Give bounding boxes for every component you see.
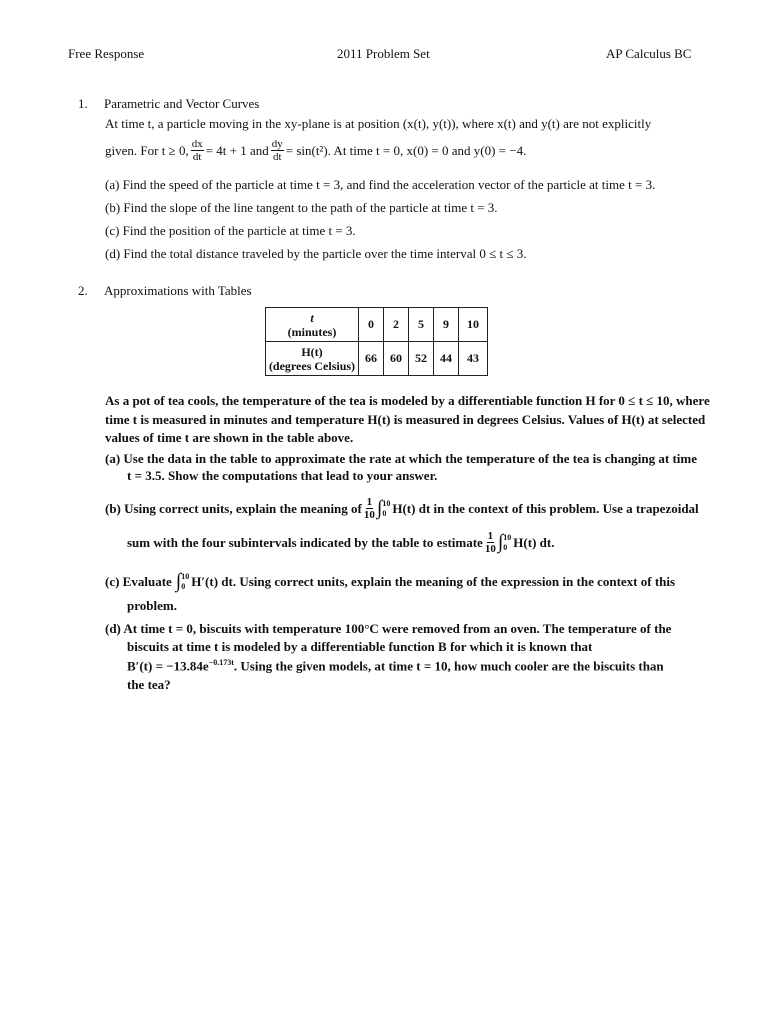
header-right: AP Calculus BC xyxy=(606,46,692,61)
p1-intro-2b: = 4t + 1 and xyxy=(205,142,269,158)
time-units: (minutes) xyxy=(287,324,337,339)
int-lower: 0 xyxy=(382,508,387,518)
p1-intro-line-2 xyxy=(105,138,526,163)
p2-intro-line-2: time t is measured in minutes and temperature H(t) is measured in degrees Celsius. Values of H(t) at selected xyxy=(105,412,706,427)
integral-limits-3 xyxy=(181,572,189,592)
frac-den: 10 xyxy=(363,509,375,521)
p2-d3-post: . Using the given models, at time t = 10, how much cooler are the biscuits than xyxy=(233,658,664,674)
table-cell: 10 xyxy=(459,308,488,342)
int-lower-2: 0 xyxy=(503,542,508,552)
p2-b2-post: H(t) dt. xyxy=(513,534,555,550)
p2-part-c-line-2: problem. xyxy=(127,598,177,613)
p2-b2-pre: sum with the four subintervals indicated by the table to estimate xyxy=(127,534,483,550)
int-upper-3: 10 xyxy=(181,571,190,581)
int-lower-3: 0 xyxy=(181,581,186,591)
p2-b1-pre: (b) Using correct units, explain the meaning of xyxy=(105,500,362,516)
int-upper: 10 xyxy=(382,498,391,508)
p2-c1-pre: (c) Evaluate xyxy=(105,573,172,589)
problem-1-number: 1. xyxy=(78,96,88,111)
table-row-temperature xyxy=(266,342,488,376)
table-cell: 60 xyxy=(384,342,409,376)
p2-b1-post: H(t) dt in the context of this problem. Use a trapezoidal xyxy=(392,500,699,516)
dy-num: dy xyxy=(271,138,283,150)
table-cell: 44 xyxy=(434,342,459,376)
p2-part-d-line-1: (d) At time t = 0, biscuits with temperature 100°C were removed from an oven. The temperature of the xyxy=(105,621,672,636)
frac-num-2: 1 xyxy=(487,530,494,542)
table-cell: 52 xyxy=(409,342,434,376)
p1-part-c: (c) Find the position of the particle at time t = 3. xyxy=(105,223,356,238)
integral-limits-2 xyxy=(503,533,511,553)
p1-intro-2a: given. For t ≥ 0, xyxy=(105,142,189,158)
p2-part-c-line-1 xyxy=(105,570,675,593)
table-row-time xyxy=(266,308,488,342)
dx-den: dt xyxy=(192,151,202,163)
dy-dt-fraction xyxy=(271,138,284,163)
table-cell: 66 xyxy=(359,342,384,376)
p1-part-a: (a) Find the speed of the particle at time t = 3, and find the acceleration vector of the particle at time t = 3. xyxy=(105,177,656,192)
table-cell: 2 xyxy=(384,308,409,342)
header-left: Free Response xyxy=(68,46,145,61)
problem-2-title: Approximations with Tables xyxy=(104,283,252,298)
p2-part-a-line-2: t = 3.5. Show the computations that lead to your answer. xyxy=(127,468,438,483)
p2-part-b-line-1 xyxy=(105,496,699,521)
p1-part-d: (d) Find the total distance traveled by the particle over the time interval 0 ≤ t ≤ 3. xyxy=(105,246,527,261)
frac-den-2: 10 xyxy=(484,543,496,555)
p2-intro-line-1: As a pot of tea cools, the temperature of the tea is modeled by a differentiable function H for 0 ≤ t ≤ 10, where xyxy=(105,393,710,408)
time-label: t xyxy=(310,310,314,325)
p2-part-a-line-1: (a) Use the data in the table to approximate the rate at which the temperature of the tea is changing at time xyxy=(105,451,698,466)
temperature-table xyxy=(265,307,488,376)
frac-num: 1 xyxy=(366,496,373,508)
dx-dt-fraction xyxy=(191,138,204,163)
p2-part-d-line-3 xyxy=(127,658,664,674)
p1-intro-2c: = sin(t²). At time t = 0, x(0) = 0 and y(0) = −4. xyxy=(285,142,527,158)
header-center: 2011 Problem Set xyxy=(337,46,430,61)
temperature-units: (degrees Celsius) xyxy=(268,358,356,373)
table-cell: 5 xyxy=(409,308,434,342)
one-tenth-fraction xyxy=(364,496,375,521)
p2-intro-line-3: values of time t are shown in the table above. xyxy=(105,430,354,445)
dx-num: dx xyxy=(191,138,203,150)
integral-limits xyxy=(382,499,390,519)
one-tenth-fraction-2 xyxy=(485,530,496,555)
temperature-label: H(t) xyxy=(301,344,323,359)
problem-1-title: Parametric and Vector Curves xyxy=(104,96,260,111)
time-row-header xyxy=(266,308,359,342)
p2-d3-pre: B′(t) = −13.84e xyxy=(127,658,209,674)
p2-part-d-line-4: the tea? xyxy=(127,677,171,692)
p1-intro-line-1: At time t, a particle moving in the xy-plane is at position (x(t), y(t)), where x(t) and y(t) are not explicitly xyxy=(105,116,652,131)
integral-sign-icon: ∫ xyxy=(497,531,504,553)
table-cell: 0 xyxy=(359,308,384,342)
integral-sign-icon: ∫ xyxy=(376,497,383,519)
p2-c1-post: H′(t) dt. Using correct units, explain the meaning of the expression in the context of this xyxy=(191,573,676,589)
table-cell: 9 xyxy=(434,308,459,342)
table-cell: 43 xyxy=(459,342,488,376)
dy-den: dt xyxy=(272,151,282,163)
int-upper-2: 10 xyxy=(503,532,512,542)
p2-part-b-line-2 xyxy=(127,530,554,555)
integral-sign-icon: ∫ xyxy=(175,570,182,592)
temperature-row-header xyxy=(266,342,359,376)
p2-d3-exponent: −0.173t xyxy=(208,658,234,667)
problem-2-number: 2. xyxy=(78,283,88,298)
p1-part-b: (b) Find the slope of the line tangent to the path of the particle at time t = 3. xyxy=(105,200,498,215)
p2-part-d-line-2: biscuits at time t is modeled by a differentiable function B for which it is known that xyxy=(127,639,593,654)
